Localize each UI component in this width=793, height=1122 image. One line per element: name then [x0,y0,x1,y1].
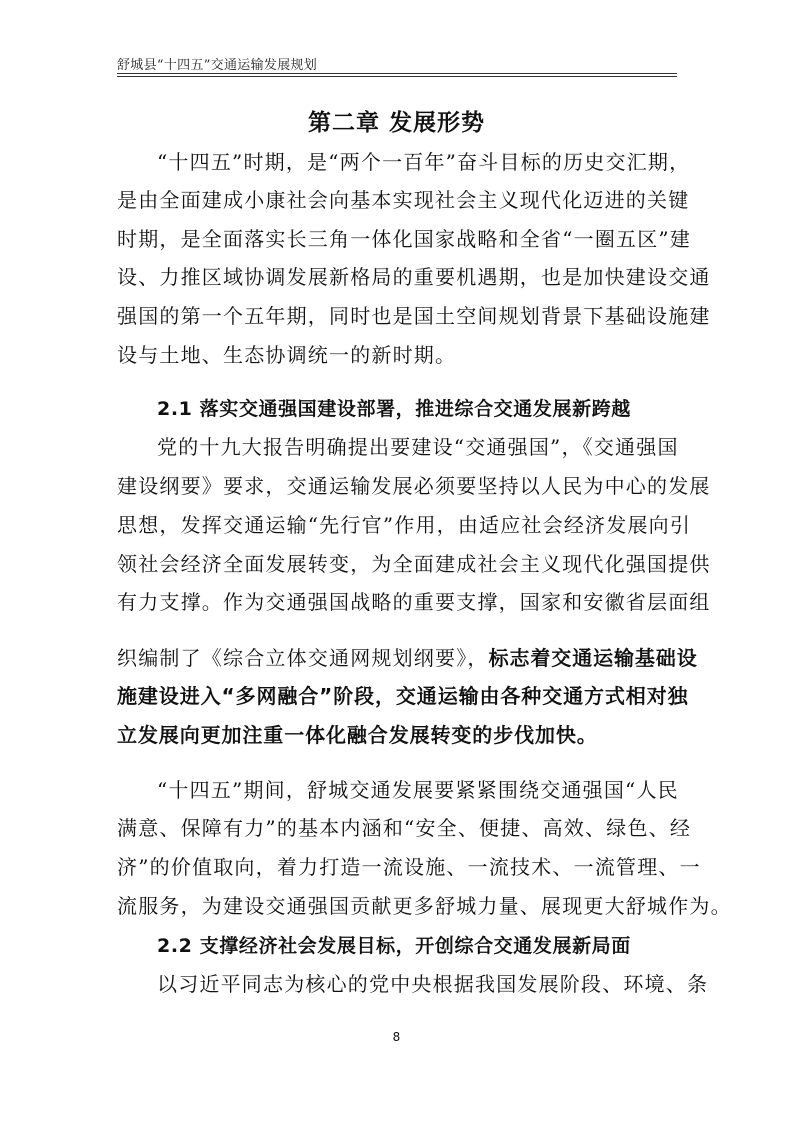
paragraph-line: 时期，是全面落实长三角一体化国家战略和全省“一圈五区”建 [117,227,692,251]
paragraph-line: 济”的价值取向，着力打造一流设施、一流技术、一流管理、一 [117,855,701,879]
header-rule-top [117,73,677,74]
chapter-title: 第二章 发展形势 [307,110,485,136]
paragraph-line: 思想，发挥交通运输“先行官”作用，由适应社会经济发展向引 [117,513,692,537]
section-heading-2-1: 2.1 落实交通强国建设部署，推进综合交通发展新跨越 [157,398,631,420]
paragraph-line: “十四五”时期，是“两个一百年”奋斗目标的历史交汇期， [157,150,691,174]
section-heading-2-2: 2.2 支撑经济社会发展目标，开创综合交通发展新局面 [157,935,631,957]
paragraph-line: 流服务，为建设交通强国贡献更多舒城力量、展现更大舒城作为。 [117,894,732,918]
paragraph-line: 建设纲要》要求，交通运输发展必须要坚持以人民为中心的发展 [117,474,711,498]
paragraph-line: “十四五”期间，舒城交通发展要紧紧围绕交通强国“人民 [157,778,679,802]
paragraph-line [117,646,698,670]
paragraph-line: 强国的第一个五年期，同时也是国土空间规划背景下基础设施建 [117,304,711,328]
paragraph-line: 设与土地、生态协调统一的新时期。 [117,343,457,367]
paragraph-line: 领社会经济全面发展转变，为全面建成社会主义现代化强国提供 [117,552,711,576]
paragraph-text: 织编制了《综合立体交通网规划纲要》， [117,646,489,670]
paragraph-line: 满意、保障有力”的基本内涵和“安全、便捷、高效、绿色、经 [117,816,692,840]
page-number: 8 [392,1030,401,1044]
bold-emphasis-text: 标志着交通运输基础设 [488,646,698,670]
paragraph-line: 党的十九大报告明确提出要建设“交通强国”，《交通强国 [157,435,679,459]
bold-paragraph-line: 施建设进入“多网融合”阶段，交通运输由各种交通方式相对独 [117,684,689,708]
paragraph-line: 有力支撑。作为交通强国战略的重要支撑，国家和安徽省层面组 [117,590,711,614]
bold-paragraph-line: 立发展向更加注重一体化融合发展转变的步伐加快。 [117,723,598,747]
paragraph-line: 以习近平同志为核心的党中央根据我国发展阶段、环境、条 [157,972,709,996]
running-header: 舒城县“十四五”交通运输发展规划 [117,58,318,73]
header-rule-bottom [117,76,677,77]
paragraph-line: 设、力推区域协调发展新格局的重要机遇期，也是加快建设交通 [117,265,711,289]
paragraph-line: 是由全面建成小康社会向基本实现社会主义现代化迈进的关键 [117,188,690,212]
